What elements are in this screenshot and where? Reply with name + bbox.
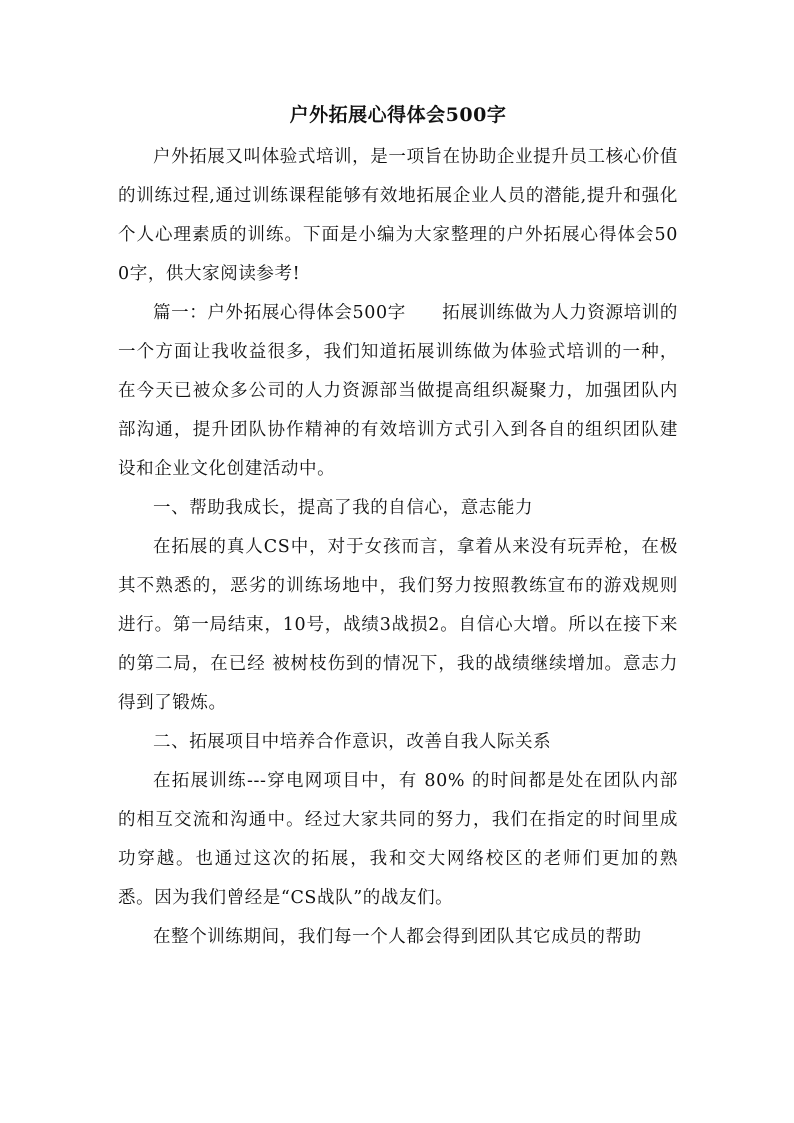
paragraph-part-one: 篇一：户外拓展心得体会500字 拓展训练做为人力资源培训的一个方面让我收益很多，我们知道拓展训练做为体验式培训的一种，在今天已被众多公司的人力资源部当做提高组织凝聚力，加强团队内部沟通，提升团队协作精神的有效培训方式引入到各自的组织团队建设和企业文化创建活动中。 [118,303,678,479]
paragraph-cs-game: 在拓展的真人CS中，对于女孩而言，拿着从来没有玩弄枪，在极其不熟悉的，恶劣的训练场地中，我们努力按照教练宣布的游戏规则进行。第一局结束，10号，战绩3战损2。自信心大增。所以在接下来的第二局，在已经 被树枝伤到的情况下，我的战绩继续增加。意志力得到了锻炼。 [118,537,678,713]
paragraph-intro: 户外拓展又叫体验式培训，是一项旨在协助企业提升员工核心价值的训练过程,通过训练课程能够有效地拓展企业人员的潜能,提升和强化个人心理素质的训练。下面是小编为大家整理的户外拓展心得体会500字，供大家阅读参考! [118,147,678,284]
paragraph-training-period: 在整个训练期间，我们每一个人都会得到团队其它成员的帮助 [153,927,642,947]
document-page [118,96,678,957]
paragraph-power-grid: 在拓展训练---穿电网项目中，有 80% 的时间都是处在团队内部的相互交流和沟通中。经过大家共同的努力，我们在指定的时间里成功穿越。也通过这次的拓展，我和交大网络校区的老师们更加的熟悉。因为我们曾经是“CS战队”的战友们。 [118,771,678,908]
section-heading-1: 一、帮助我成长，提高了我的自信心，意志能力 [153,498,534,518]
section-heading-2: 二、拓展项目中培养合作意识，改善自我人际关系 [153,732,552,752]
document-title: 户外拓展心得体会500字 [289,104,507,126]
